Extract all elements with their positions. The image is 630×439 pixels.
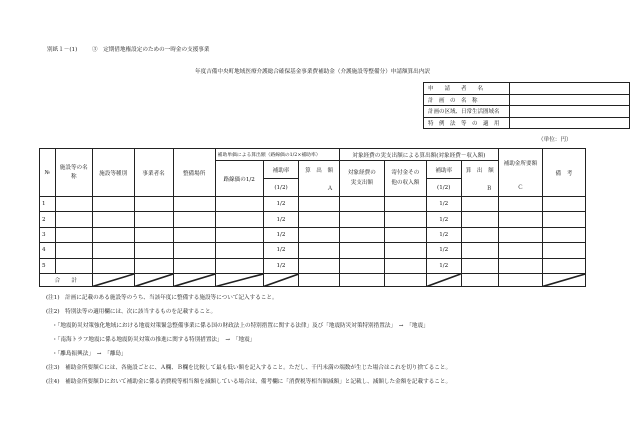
applicant-value[interactable] xyxy=(510,83,630,95)
cell[interactable] xyxy=(461,212,498,227)
cell[interactable] xyxy=(55,243,92,258)
diagonal-cell xyxy=(134,273,173,286)
row-rate2: 1/2 xyxy=(426,212,461,227)
row-rate2: 1/2 xyxy=(426,197,461,212)
cell[interactable] xyxy=(461,227,498,242)
cell[interactable] xyxy=(299,197,340,212)
header-calc2-label: 算 出 額 xyxy=(465,167,494,174)
header-required-mark: Ｃ xyxy=(517,185,524,191)
cell[interactable] xyxy=(215,197,263,212)
header-donation: 寄付金その 他の収入額 xyxy=(384,161,426,197)
total-actual-expense[interactable] xyxy=(339,273,384,286)
table-row xyxy=(40,243,586,258)
cell[interactable] xyxy=(173,197,215,212)
header-calc1 xyxy=(299,161,340,197)
row-rate2: 1/2 xyxy=(426,227,461,242)
cell[interactable] xyxy=(461,197,498,212)
cell[interactable] xyxy=(461,258,498,273)
diagonal-cell xyxy=(215,273,263,286)
total-donation[interactable] xyxy=(384,273,426,286)
applicant-table xyxy=(423,82,630,129)
header-calc1-mark: Ａ xyxy=(327,185,333,192)
form-id: 別紙１－(1) xyxy=(47,47,78,53)
diagonal-cell xyxy=(426,273,461,286)
header-location: 整備場所 xyxy=(173,149,215,197)
diagonal-cell xyxy=(92,273,134,286)
row-rate1: 1/2 xyxy=(263,197,299,212)
diagonal-cell xyxy=(542,273,585,286)
header-rate1: 補助率 xyxy=(263,161,299,179)
table-row xyxy=(40,258,586,273)
cell[interactable] xyxy=(461,243,498,258)
header-no: № xyxy=(40,149,56,197)
diagonal-cell xyxy=(263,273,299,286)
row-rate1: 1/2 xyxy=(263,227,299,242)
cell[interactable] xyxy=(384,227,426,242)
header-rosenka: 路線価の1/2 xyxy=(215,161,263,197)
applicant-row xyxy=(424,106,630,118)
cell[interactable] xyxy=(498,212,542,227)
row-no: 1 xyxy=(40,197,56,212)
cell[interactable] xyxy=(339,243,384,258)
cell[interactable] xyxy=(498,197,542,212)
cell[interactable] xyxy=(215,243,263,258)
row-rate2: 1/2 xyxy=(426,243,461,258)
header-calc2-mark: Ｂ xyxy=(486,185,492,192)
applicant-label: 特 例 法 等 の 適 用 xyxy=(424,117,510,129)
cell[interactable] xyxy=(339,212,384,227)
cell[interactable] xyxy=(215,258,263,273)
header-rate2: 補助率 xyxy=(426,161,461,179)
cell[interactable] xyxy=(542,212,585,227)
note-2: (注2) 特別法等の適用欄には、次に該当するものを記載すること。 xyxy=(46,309,217,315)
total-required[interactable] xyxy=(498,273,542,286)
row-rate1: 1/2 xyxy=(263,243,299,258)
note-2-item-1: ・「地震防災対策強化地域における地震対策緊急整備事業に係る国の財政法上の特別措置に関する法律」及び「地震防災対策特別措置法」 → 「地震」 xyxy=(52,323,429,329)
row-rate2: 1/2 xyxy=(426,258,461,273)
header-required xyxy=(498,149,542,197)
diagonal-cell xyxy=(173,273,215,286)
cell[interactable] xyxy=(542,258,585,273)
document-title: 年度吉備中央町地域医療介護総合確保基金事業費補助金（介護施設等整備分）申請額算出内訳 xyxy=(195,69,430,75)
section-title: ③ 定期借地権設定のための一時金の支援事業 xyxy=(92,47,210,53)
cell[interactable] xyxy=(384,197,426,212)
cell[interactable] xyxy=(542,197,585,212)
row-no: 5 xyxy=(40,258,56,273)
cell[interactable] xyxy=(299,227,340,242)
cell[interactable] xyxy=(299,258,340,273)
cell[interactable] xyxy=(134,197,173,212)
total-calc1[interactable] xyxy=(299,273,340,286)
row-rate1: 1/2 xyxy=(263,212,299,227)
note-3: (注3) 補助金所要額Ｃには、各施設ごとに、Ａ欄、Ｂ欄を比較して最も低い額を記入すること。ただし、千円未満の端数が生じた場合はこれを切り捨てること。 xyxy=(46,365,452,371)
cell[interactable] xyxy=(92,212,134,227)
row-no: 2 xyxy=(40,212,56,227)
row-no: 3 xyxy=(40,227,56,242)
cell[interactable] xyxy=(339,258,384,273)
total-calc2[interactable] xyxy=(461,273,498,286)
table-row xyxy=(40,197,586,212)
cell[interactable] xyxy=(55,197,92,212)
cell[interactable] xyxy=(92,258,134,273)
cell[interactable] xyxy=(299,243,340,258)
note-1: (注1) 計画に記載のある施設等のうち、当該年度に整備する施設等について記入すること。 xyxy=(46,295,278,301)
header-facility-type: 施設等種別 xyxy=(92,149,134,197)
applicant-row xyxy=(424,117,630,129)
cell[interactable] xyxy=(339,197,384,212)
cell[interactable] xyxy=(339,227,384,242)
header-facility-name: 施設等の名 称 xyxy=(55,149,92,197)
table-row xyxy=(40,212,586,227)
header-calc2 xyxy=(461,161,498,197)
total-label: 合 計 xyxy=(40,273,93,286)
applicant-value[interactable] xyxy=(510,106,630,118)
cell[interactable] xyxy=(173,227,215,242)
cell[interactable] xyxy=(498,243,542,258)
cell[interactable] xyxy=(215,227,263,242)
applicant-value[interactable] xyxy=(510,117,630,129)
calculation-table xyxy=(39,148,586,287)
cell[interactable] xyxy=(173,258,215,273)
header-actual-expense: 対象経費の 実支出額 xyxy=(339,161,384,197)
cell[interactable] xyxy=(134,258,173,273)
cell[interactable] xyxy=(92,243,134,258)
cell[interactable] xyxy=(384,243,426,258)
note-4: (注4) 補助金所要額Ｄにおいて補助金に係る消費税等相当額を減額している場合は、備考欄に「消費税等相当額減額」と記載し、減額した金額を記載すること。 xyxy=(46,379,452,385)
applicant-row xyxy=(424,94,630,106)
cell[interactable] xyxy=(92,197,134,212)
header-required-label: 補助金所要額 xyxy=(503,161,538,167)
applicant-row xyxy=(424,83,630,95)
applicant-label: 計 画 の 名 称 xyxy=(424,94,510,106)
header-operator: 事業者名 xyxy=(134,149,173,197)
cell[interactable] xyxy=(498,227,542,242)
header-rate2-unit: (1/2) xyxy=(426,179,461,197)
cell[interactable] xyxy=(55,212,92,227)
cell[interactable] xyxy=(498,258,542,273)
cell[interactable] xyxy=(384,258,426,273)
applicant-label: 計画の区域、日常生活圏域名 xyxy=(424,106,510,118)
header-calc1-label: 算 出 額 xyxy=(305,167,334,174)
header-group-unit-price: 補助単価による算出額（路線価の1/2×補助率） xyxy=(215,149,339,161)
note-2-item-3: ・「離島振興法」 → 「離島」 xyxy=(52,351,127,357)
cell[interactable] xyxy=(134,243,173,258)
header-remarks: 備 考 xyxy=(542,149,585,197)
row-rate1: 1/2 xyxy=(263,258,299,273)
row-no: 4 xyxy=(40,243,56,258)
cell[interactable] xyxy=(134,227,173,242)
cell[interactable] xyxy=(173,212,215,227)
cell[interactable] xyxy=(55,258,92,273)
cell[interactable] xyxy=(173,243,215,258)
header-rate1-unit: (1/2) xyxy=(263,179,299,197)
cell[interactable] xyxy=(134,212,173,227)
unit-label: （単位：円） xyxy=(538,137,572,143)
cell[interactable] xyxy=(55,227,92,242)
cell[interactable] xyxy=(299,212,340,227)
applicant-value[interactable] xyxy=(510,94,630,106)
cell[interactable] xyxy=(92,227,134,242)
total-row xyxy=(40,273,586,286)
cell[interactable] xyxy=(215,212,263,227)
table-row xyxy=(40,227,586,242)
header-group-actual: 対象経費の実支出額による算出額(対象経費－収入額) xyxy=(339,149,498,161)
note-2-item-2: ・「南海トラフ地震に係る地震防災対策の推進に関する特別措置法」 → 「地震」 xyxy=(52,337,256,343)
cell[interactable] xyxy=(384,212,426,227)
applicant-label: 申 請 者 名 xyxy=(424,83,510,95)
cell[interactable] xyxy=(542,227,585,242)
cell[interactable] xyxy=(542,243,585,258)
